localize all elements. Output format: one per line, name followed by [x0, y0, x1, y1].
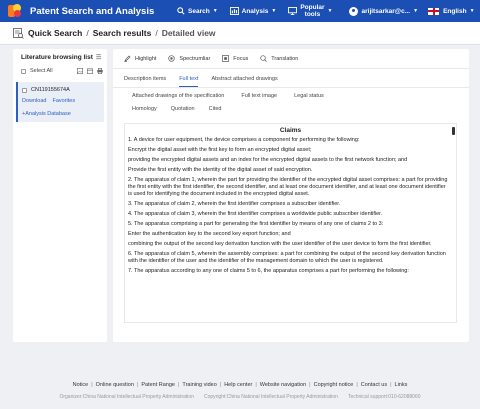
doc-links [22, 98, 104, 104]
claim-paragraph: 4. The apparatus of claim 3, wherein the first identifier comprises a worldwide public subscriber identifier. [128, 210, 383, 217]
footer-links [0, 382, 480, 388]
footer-separator: | [356, 382, 358, 388]
download-link[interactable]: Download [22, 98, 47, 104]
claim-paragraph: 5. The apparatus comprising a part for generating the first identifier by means of any one of claims 2 to 3: [128, 220, 384, 227]
footer-support: Technical support:010-62088060 [347, 394, 421, 400]
breadcrumb-separator: / [86, 28, 89, 38]
claims-title: Claims [279, 127, 302, 134]
analysis-icon [230, 7, 239, 16]
breadcrumb-separator: / [155, 28, 158, 38]
user-email: arijitsarkar@c... [361, 7, 411, 15]
translation-icon [260, 55, 267, 62]
footer-link[interactable]: Links [394, 382, 408, 388]
literature-list-title-text: Literature browsing list [21, 54, 93, 61]
footer-separator: | [177, 382, 180, 388]
claim-paragraph: 1. A device for user equipment, the device comprises a component for performing the following: [128, 137, 360, 143]
select-all-checkbox[interactable] [21, 69, 26, 74]
avatar-icon [349, 7, 358, 16]
logo-icon[interactable] [8, 4, 22, 18]
translation-button[interactable] [260, 55, 298, 62]
footer-separator: | [91, 382, 93, 388]
nav-popular-line2: tools [304, 11, 321, 18]
favorites-link[interactable]: Favorites [52, 98, 76, 104]
highlight-button[interactable] [124, 55, 156, 62]
detail-panel [113, 49, 469, 342]
select-all-label: Select All [30, 68, 53, 74]
literature-list-panel [13, 49, 107, 342]
tab-specification-drawings[interactable]: Attached drawings of the specification [132, 93, 225, 99]
claim-paragraph: Provide the first entity with the identity of the digital asset of said encryption. [128, 167, 313, 174]
claim-paragraph: 7. The apparatus according to any one of claims 5 to 6, the apparatus comprises a part for performing the following: [128, 267, 409, 274]
search-doc-icon [13, 28, 24, 39]
focus-label: Focus [233, 55, 249, 62]
analysis-database-link[interactable]: +Analysis Database [22, 111, 71, 117]
main-nav [170, 0, 339, 22]
breadcrumb-detailed-view: Detailed view [161, 28, 216, 38]
footer-separator: | [136, 382, 139, 388]
search-icon [176, 7, 185, 16]
select-all-row [13, 61, 107, 74]
language-selector[interactable] [428, 8, 474, 15]
nav-popular-tools[interactable] [282, 0, 338, 22]
tab-description-items[interactable]: Description items [124, 76, 167, 82]
footer-link[interactable]: Contact us [360, 382, 388, 388]
footer-link[interactable]: Help center [224, 382, 253, 388]
chevron-down-icon: ▼ [327, 8, 333, 14]
footer-link[interactable]: Notice [72, 382, 89, 388]
claim-paragraph: Encrypt the digital asset with the first key to form an encrypted digital asset; [128, 147, 312, 154]
tab-full-text[interactable]: Full text [179, 76, 198, 87]
translation-label: Translation [271, 55, 299, 62]
primary-tabs [113, 76, 469, 88]
footer-separator: | [219, 382, 222, 388]
tab-cited[interactable]: Cited [208, 106, 222, 112]
spectrumliar-button[interactable] [168, 55, 210, 62]
chevron-down-icon: ▼ [413, 8, 419, 14]
claim-paragraph: 3. The apparatus of claim 2, wherein the first identifier comprises a subscriber identifier. [128, 200, 341, 207]
claim-paragraph: 2. The apparatus of claim 1, wherein the part for providing the identifier of the encrypted digital asset comprises: a part for providing the first entity with the first identifier, the second identifier, and at least one document identifier, and at least one document identifier is used for identifying the document included in the encrypted digital asset. [128, 177, 448, 197]
claims-box [124, 123, 457, 323]
view-toolbar [113, 49, 469, 69]
nav-search-label: Search [188, 7, 210, 15]
scrollbar-thumb[interactable] [452, 127, 455, 135]
tab-homology[interactable]: Homology [132, 106, 157, 112]
chevron-down-icon: ▼ [212, 8, 218, 14]
footer-separator: | [390, 382, 392, 388]
list-tools [77, 68, 103, 74]
spectrumliar-label: Spectrumliar [179, 55, 211, 62]
highlight-label: Highlight [135, 55, 157, 62]
calendar-icon[interactable] [87, 68, 93, 74]
user-menu[interactable] [349, 7, 419, 16]
highlight-icon [124, 55, 131, 62]
claim-paragraph: 6. The apparatus of claim 5, wherein the assembly comprises: a part for combining the output of the second key derivation function with the identifier of the user and the identifier of the management domain to which the user is registered. [128, 251, 446, 264]
language-label: English [443, 7, 467, 15]
breadcrumb-quick-search[interactable]: Quick Search [28, 28, 83, 38]
chevron-down-icon: ▼ [271, 8, 277, 14]
top-header [0, 0, 480, 22]
brand-title[interactable]: Patent Search and Analysis [30, 5, 155, 17]
uk-flag-icon [428, 8, 439, 15]
spectrum-icon [168, 55, 175, 62]
footer-copyright: Copyright:China National Intellectual Property Administration [203, 394, 338, 400]
focus-button[interactable] [222, 55, 248, 62]
focus-icon [222, 55, 229, 62]
nav-analysis[interactable] [224, 0, 283, 22]
footer-info [0, 394, 480, 400]
tab-legal-status[interactable]: Legal status [294, 93, 324, 99]
tab-quotation[interactable]: Quotation [170, 106, 195, 112]
doc-number[interactable]: CN119155674A [31, 87, 70, 93]
nav-search[interactable] [170, 0, 224, 22]
literature-list-title [13, 49, 107, 61]
footer-separator: | [255, 382, 257, 388]
tab-full-text-image[interactable]: Full text image [241, 93, 278, 99]
footer-link[interactable]: Copyright notice [313, 382, 354, 388]
tertiary-tabs [113, 106, 469, 116]
footer-organizer: Organizer:China National Intellectual Property Administration [59, 394, 194, 400]
footer-link[interactable]: Online question [95, 382, 134, 388]
nav-popular-tools-label [300, 4, 324, 18]
breadcrumb-search-results[interactable]: Search results [92, 28, 152, 38]
breadcrumb [0, 22, 480, 45]
footer-link[interactable]: Website navigation [259, 382, 307, 388]
image-icon[interactable] [77, 68, 83, 74]
footer-separator: | [309, 382, 311, 388]
footer-link[interactable]: Training video [182, 382, 217, 388]
list-item[interactable] [16, 82, 104, 122]
claim-paragraph: providing the encrypted digital assets and an index for the encrypted digital assets to the first network function; and [128, 157, 408, 164]
doc-row [22, 87, 104, 93]
claim-paragraph: Enter the authentication key to the second key export function; and [128, 230, 291, 237]
monitor-icon [288, 7, 297, 16]
footer-link[interactable]: Patent Range [141, 382, 175, 388]
claim-paragraph: combining the output of the second key derivation function with the user identifier of the user device to form the first identifier. [128, 241, 432, 248]
list-menu-icon[interactable]: ☰ [95, 55, 102, 61]
doc-checkbox[interactable] [22, 88, 27, 93]
chevron-down-icon: ▼ [469, 8, 475, 14]
nav-analysis-label: Analysis [241, 7, 269, 15]
print-icon[interactable] [97, 68, 103, 74]
nav-popular-line1: Popular [300, 4, 325, 11]
secondary-tabs [113, 93, 469, 103]
tab-abstract-drawings[interactable]: Abstract attached drawings [211, 76, 278, 82]
claims-body [125, 134, 456, 274]
